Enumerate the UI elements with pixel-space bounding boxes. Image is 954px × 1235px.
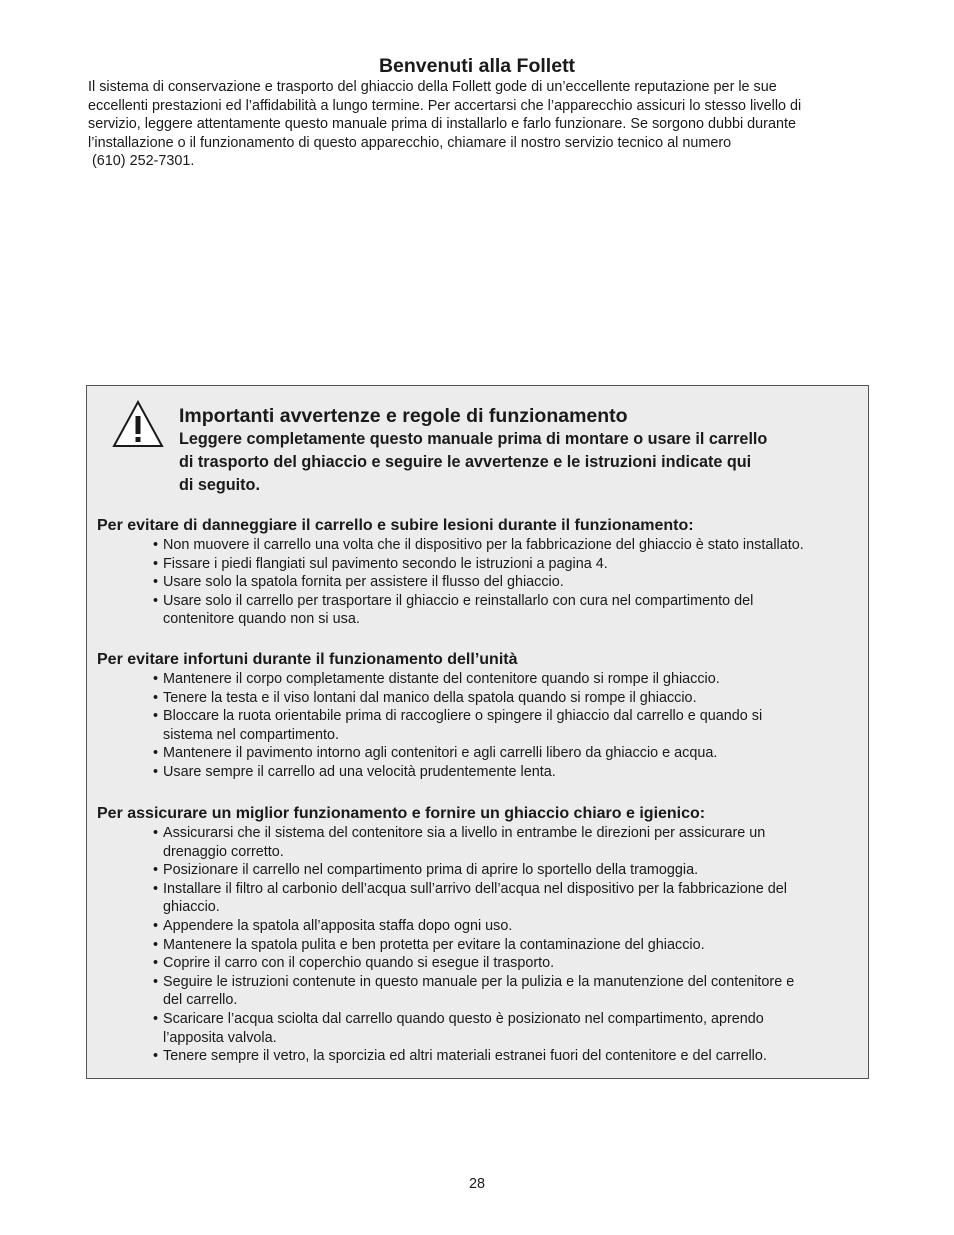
list-item-text: Mantenere la spatola pulita e ben protetta per evitare la contaminazione del ghiaccio. [163,936,705,953]
list-item-text: Tenere la testa e il viso lontani dal manico della spatola quando si rompe il ghiaccio. [163,689,697,706]
list-item-text: Non muovere il carrello una volta che il dispositivo per la fabbricazione del ghiaccio è stato installato. [163,537,804,553]
section-heading: Per evitare infortuni durante il funzionamento dell’unità [97,651,518,668]
warning-triangle-icon [112,400,164,448]
list-item [153,824,862,861]
bullet-icon: • [153,1010,159,1027]
bullet-icon: • [153,763,159,780]
bullet-list [97,536,862,629]
warning-intro-line: di seguito. [179,476,260,494]
page-number: 28 [468,1176,485,1192]
list-item [153,555,862,574]
list-item-text: Mantenere il corpo completamente distante del contenitore quando si rompe il ghiaccio. [163,671,720,687]
list-item [153,973,862,1010]
intro-line: eccellenti prestazioni ed l’affidabilità a lungo termine. Per accertarsi che l’apparecchio assicuri lo stesso livello di [88,97,802,114]
section-heading: Per assicurare un miglior funzionamento e fornire un ghiaccio chiaro e igienico: [97,805,706,822]
list-item-text: del carrello. [163,992,238,1009]
page-title: Benvenuti alla Follett [378,55,576,77]
list-item-text: Usare sempre il carrello ad una velocità prudentemente lenta. [163,763,556,780]
warning-section-injury [97,650,862,782]
list-item-text: Scaricare l’acqua sciolta dal carrello quando questo è posizionato nel compartimento, aprendo [163,1010,764,1027]
list-item [153,1010,862,1047]
list-item [153,573,862,592]
list-item-text: Usare solo la spatola fornita per assistere il flusso del ghiaccio. [163,574,564,591]
list-item-text: Appendere la spatola all’apposita staffa dopo ogni uso. [163,917,513,934]
bullet-icon: • [153,973,159,990]
section-heading: Per evitare di danneggiare il carrello e subire lesioni durante il funzionamento: [97,517,694,534]
list-item [153,917,862,936]
list-item [153,670,862,689]
list-item [153,954,862,973]
warning-intro [179,428,865,497]
list-item [153,744,862,763]
bullet-icon: • [153,574,159,591]
list-item-text: Usare solo il carrello per trasportare il ghiaccio e reinstallarlo con cura nel compartimento del [163,592,754,609]
bullet-icon: • [153,1048,159,1065]
list-item-text: Seguire le istruzioni contenute in questo manuale per la pulizia e la manutenzione del contenitore e [163,973,795,990]
list-item-text: contenitore quando non si usa. [163,611,360,628]
bullet-icon: • [153,537,159,553]
intro-line: l’installazione o il funzionamento di questo apparecchio, chiamare il nostro servizio tecnico al numero [88,134,732,151]
bullet-icon: • [153,555,159,572]
warning-title: Importanti avvertenze e regole di funzionamento [179,405,628,427]
bullet-list [97,670,862,782]
bullet-icon: • [153,936,159,953]
list-item-text: Bloccare la ruota orientabile prima di raccogliere o spingere il ghiaccio dal carrello e quando si [163,708,763,725]
list-item [153,536,862,555]
list-item-text: Assicurarsi che il sistema del contenitore sia a livello in entrambe le direzioni per assicurare un [163,825,766,841]
list-item-text: Mantenere il pavimento intorno agli contenitori e agli carrelli libero da ghiaccio e acqua. [163,745,718,762]
warning-section-hygiene [97,804,862,1066]
warning-box [86,385,869,1079]
intro-paragraph [88,78,868,171]
bullet-icon: • [153,671,159,687]
list-item [153,936,862,955]
list-item-text: Tenere sempre il vetro, la sporcizia ed altri materiali estranei fuori del contenitore e del carrello. [163,1048,767,1065]
bullet-list [97,824,862,1066]
list-item-text: Fissare i piedi flangiati sul pavimento secondo le istruzioni a pagina 4. [163,555,608,572]
bullet-icon: • [153,708,159,725]
list-item [153,689,862,708]
list-item [153,880,862,917]
intro-line: Il sistema di conservazione e trasporto del ghiaccio della Follett gode di un’eccellente reputazione per le sue [88,79,777,95]
intro-phone-line: (610) 252-7301. [88,153,195,170]
list-item-text: ghiaccio. [163,899,220,916]
list-item [153,763,862,782]
list-item-text: sistema nel compartimento. [163,726,339,743]
warning-section-damage [97,516,862,629]
list-item-text: Posizionare il carrello nel compartimento prima di aprire lo sportello della tramoggia. [163,862,699,879]
bullet-icon: • [153,825,159,841]
list-item [153,861,862,880]
list-item-text: drenaggio corretto. [163,843,284,860]
list-item-text: Installare il filtro al carbonio dell’acqua sull’arrivo dell’acqua nel dispositivo per la fabbricazione del [163,880,787,897]
bullet-icon: • [153,689,159,706]
bullet-icon: • [153,745,159,762]
list-item [153,592,862,629]
list-item-text: l’apposita valvola. [163,1029,277,1046]
warning-intro-line: di trasporto del ghiaccio e seguire le avvertenze e le istruzioni indicate qui [179,453,752,471]
warning-intro-line: Leggere completamente questo manuale prima di montare o usare il carrello [179,430,768,448]
list-item-text: Coprire il carro con il coperchio quando si esegue il trasporto. [163,955,555,972]
bullet-icon: • [153,917,159,934]
bullet-icon: • [153,880,159,897]
list-item [153,1047,862,1066]
bullet-icon: • [153,592,159,609]
list-item [153,707,862,744]
intro-line: servizio, leggere attentamente questo manuale prima di installarlo e farlo funzionare. Se sorgono dubbi durante [88,116,796,133]
bullet-icon: • [153,955,159,972]
bullet-icon: • [153,862,159,879]
